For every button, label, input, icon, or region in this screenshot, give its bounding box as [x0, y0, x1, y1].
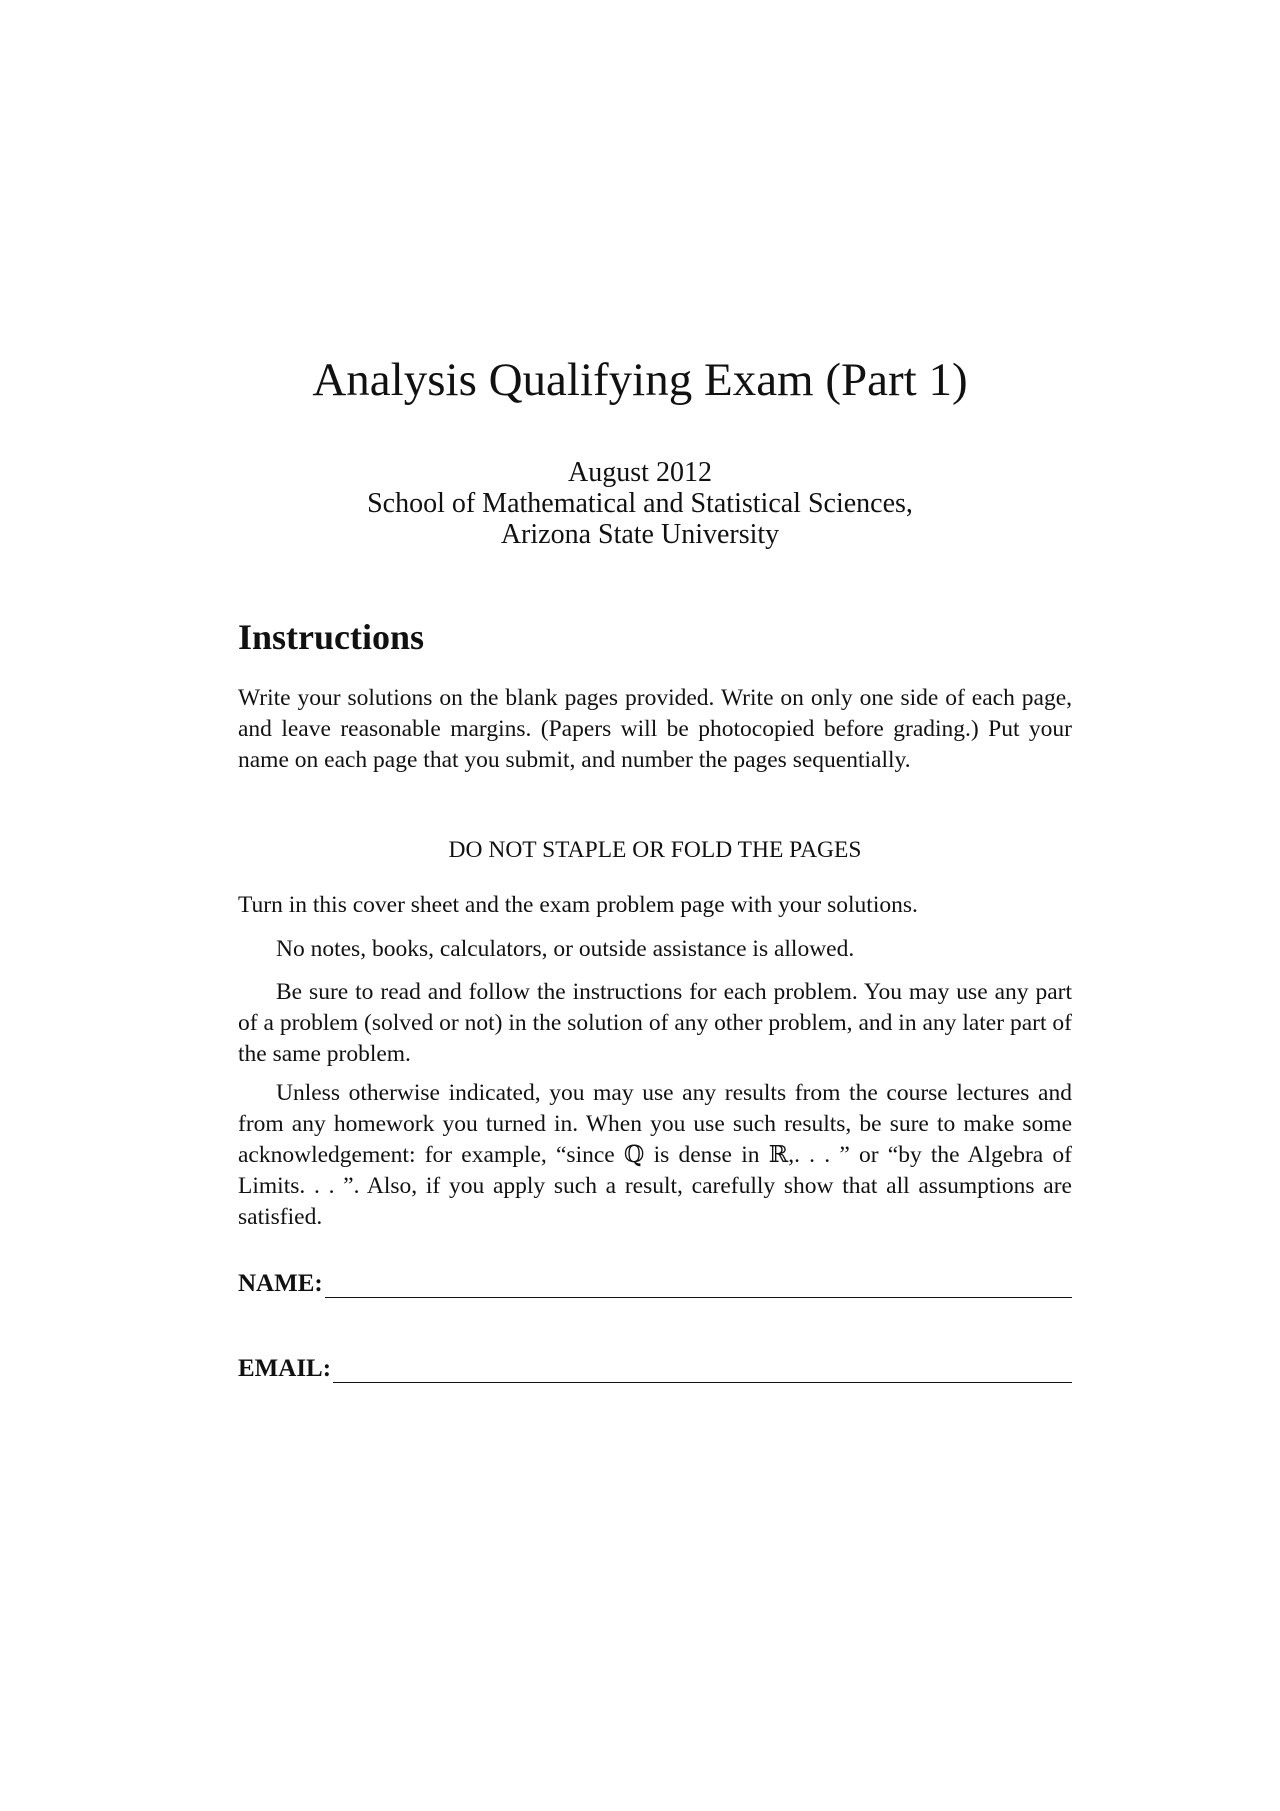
instructions-paragraph-4: Be sure to read and follow the instructions for each problem. You may use any part of a problem (solved or not) in the solution of any other problem, and in any later part of the same problem. — [238, 979, 1072, 1067]
instructions-heading: Instructions — [238, 617, 425, 657]
email-label: EMAIL: — [238, 1355, 332, 1382]
instructions-paragraph-5: Unless otherwise indicated, you may use any results from the course lectures and from any homework you turned in. When you use such results, be sure to make some acknowledgement: for example, “since ℚ is dense in ℝ,. . . ” or “by the Algebra of Limits. . . ”. Also, if you apply such a result, carefully show that all assumptions are satisfied. — [238, 1080, 1072, 1230]
page-title: Analysis Qualifying Exam (Part 1) — [312, 354, 968, 406]
instructions-paragraph-1: Write your solutions on the blank pages provided. Write on only one side of each page, and leave reasonable margins. (Papers will be photocopied before grading.) Put your name on each page that you submit, and number the pages sequentially. — [238, 685, 1072, 773]
exam-subtitle — [0, 457, 1280, 550]
instructions-paragraph-2: Turn in this cover sheet and the exam problem page with your solutions. — [238, 892, 918, 918]
email-line[interactable] — [333, 1360, 1072, 1383]
exam-date: August 2012 — [568, 457, 712, 488]
school-name: School of Mathematical and Statistical Sciences, — [367, 488, 913, 519]
email-field[interactable] — [238, 1355, 1072, 1383]
university-name: Arizona State University — [500, 519, 780, 550]
instructions-paragraph-3: No notes, books, calculators, or outside assistance is allowed. — [276, 936, 855, 962]
name-field[interactable] — [238, 1270, 1072, 1298]
staple-notice: DO NOT STAPLE OR FOLD THE PAGES — [448, 837, 862, 863]
name-label: NAME: — [238, 1270, 323, 1297]
name-line[interactable] — [325, 1275, 1072, 1298]
